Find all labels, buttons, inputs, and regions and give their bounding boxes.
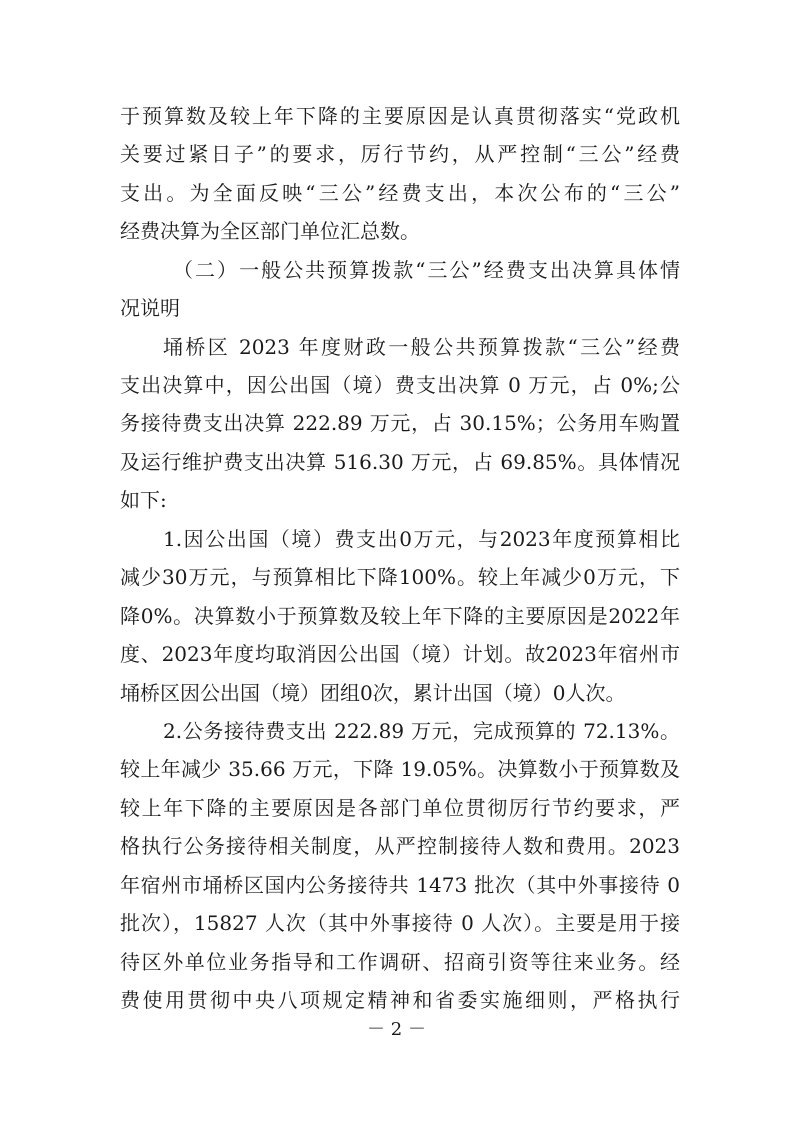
section-heading-line: （二）一般公共预算拨款“三公”经费支出决算具体情 [173, 258, 680, 282]
summary-line: 支出决算中，因公出国（境）费支出决算 0 万元，占 0%;公 [120, 373, 680, 397]
item-2-line: 较上年减少 35.66 万元，下降 19.05%。决算数小于预算数及 [120, 757, 680, 781]
item-2-line: 较上年下降的主要原因是各部门单位贯彻厉行节约要求，严 [120, 796, 680, 820]
item-1-line: 降0%。决算数小于预算数及较上年下降的主要原因是2022年 [120, 604, 680, 628]
item-2-line: 待区外单位业务指导和工作调研、招商引资等往来业务。经 [120, 950, 680, 974]
item-2-line: 年宿州市埇桥区国内公务接待共 1473 批次（其中外事接待 0 [120, 873, 680, 897]
item-1-line: 埇桥区因公出国（境）团组0次，累计出国（境）0人次。 [120, 681, 626, 705]
item-1-line: 减少30万元，与预算相比下降100%。较上年减少0万元，下 [120, 565, 680, 589]
summary-line: 埇桥区 2023 年度财政一般公共预算拨款“三公”经费 [163, 335, 680, 359]
page-number: － 2 － [367, 1019, 426, 1040]
item-1-line: 1.因公出国（境）费支出0万元，与2023年度预算相比 [163, 527, 680, 551]
paragraph-line: 支出。为全面反映“三公”经费支出，本次公布的“三公” [120, 181, 680, 205]
summary-line: 如下: [120, 488, 167, 512]
paragraph-line: 于预算数及较上年下降的主要原因是认真贯彻落实“党政机 [120, 104, 680, 128]
paragraph-line: 关要过紧日子”的要求，厉行节约，从严控制“三公”经费 [120, 142, 680, 166]
item-2-line: 批次），15827 人次（其中外事接待 0 人次）。主要是用于接 [120, 911, 680, 935]
item-1-line: 度、2023年度均取消因公出国（境）计划。故2023年宿州市 [120, 642, 680, 666]
section-heading-line: 况说明 [120, 296, 180, 320]
summary-line: 及运行维护费支出决算 516.30 万元，占 69.85%。具体情况 [120, 450, 680, 474]
item-2-line: 2.公务接待费支出 222.89 万元，完成预算的 72.13%。 [163, 719, 680, 743]
paragraph-line: 经费决算为全区部门单位汇总数。 [120, 219, 420, 243]
item-2-line: 费使用贯彻中央八项规定精神和省委实施细则，严格执行 [120, 988, 680, 1012]
item-2-line: 格执行公务接待相关制度，从严控制接待人数和费用。2023 [120, 834, 680, 858]
summary-line: 务接待费支出决算 222.89 万元，占 30.15%；公务用车购置 [120, 411, 680, 435]
